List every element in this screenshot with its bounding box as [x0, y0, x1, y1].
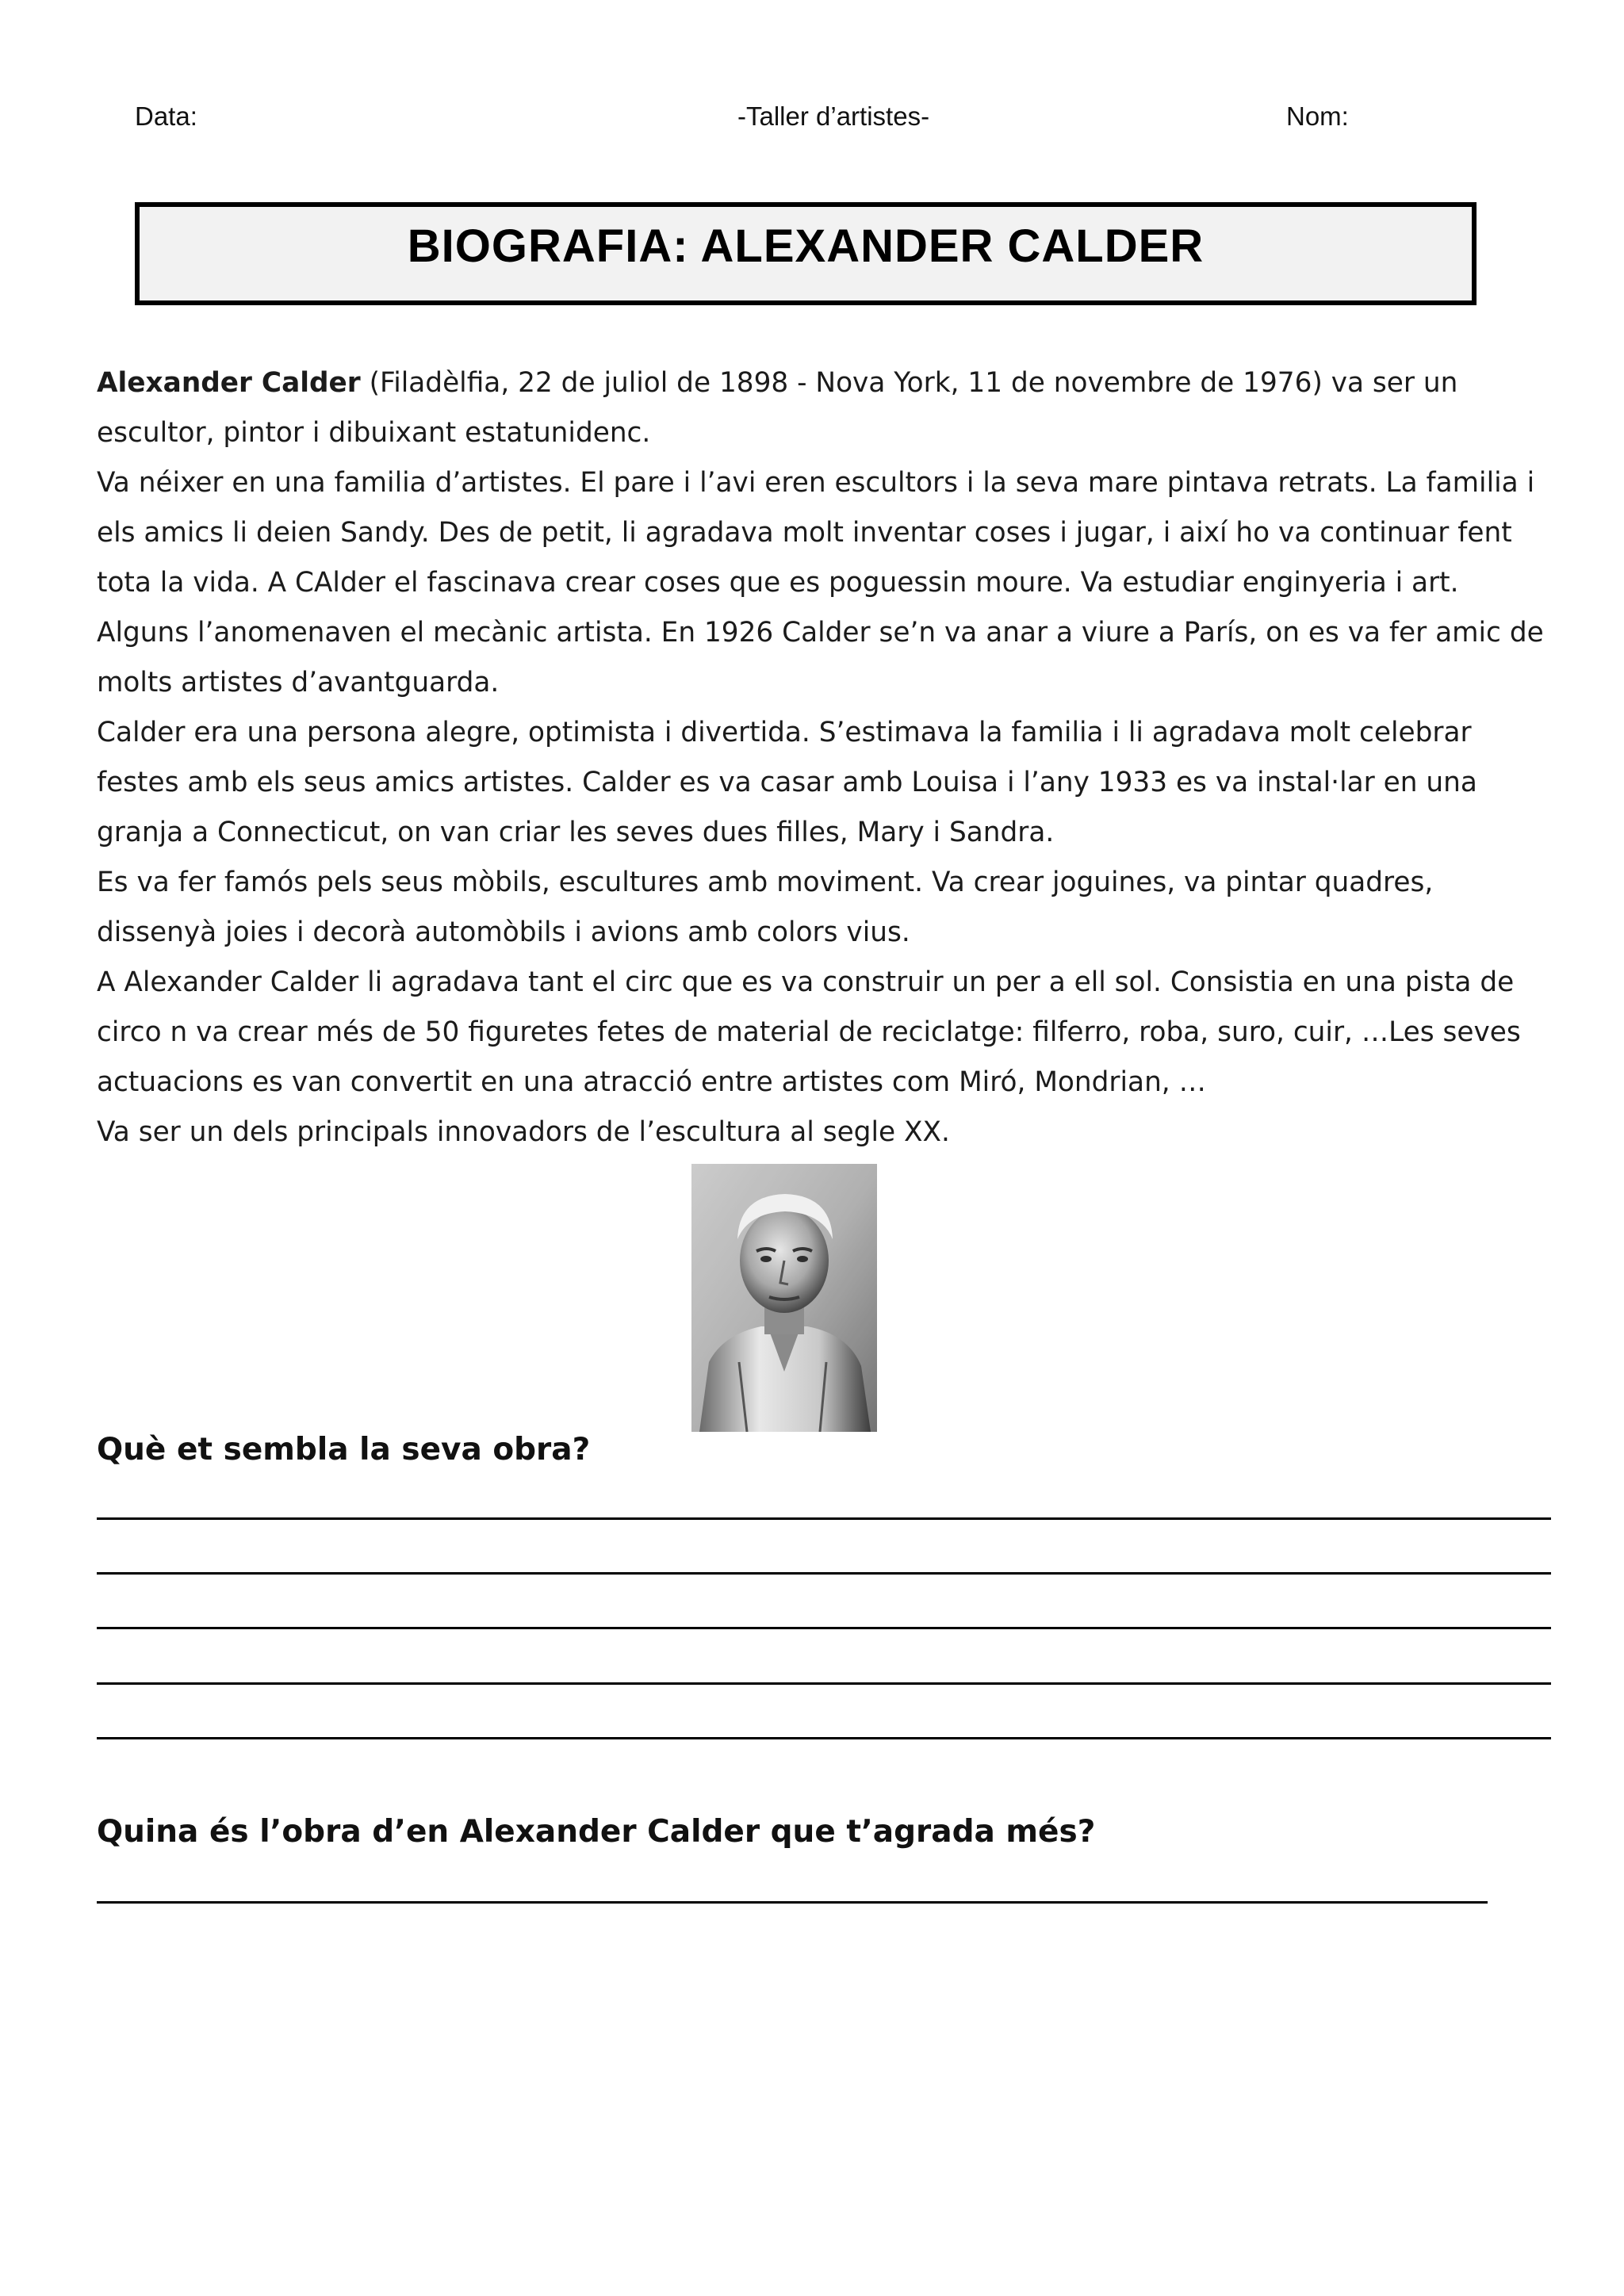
bio-paragraph: Es va fer famós pels seus mòbils, escultures amb moviment. Va crear joguines, va pintar quadres, dissenyà joies i decorà automòbils i avions amb colors vius. [97, 867, 1434, 948]
date-label: Data: [135, 101, 197, 131]
answer-line[interactable] [97, 1682, 1551, 1685]
bio-paragraph: Va ser un dels principals innovadors de l’escultura al segle XX. [97, 1116, 950, 1148]
page-title: BIOGRAFIA: ALEXANDER CALDER [407, 220, 1205, 272]
biography-text [97, 358, 1556, 1158]
artist-portrait [691, 1164, 877, 1432]
answer-line[interactable] [97, 1901, 1488, 1904]
bio-paragraph: Calder era una persona alegre, optimista i divertida. S’estimava la familia i li agradava molt celebrar festes amb els seus amics artistes. Calder es va casar amb Louisa i l’any 1933 es va instal·lar en una granja a Connecticut, on van criar les seves dues filles, Mary i Sandra. [97, 717, 1477, 848]
workshop-label: -Taller d’artistes- [737, 101, 930, 131]
answer-line[interactable] [97, 1627, 1551, 1629]
bio-paragraph: Va néixer en una familia d’artistes. El pare i l’avi eren escultors i la seva mare pintava retrats. La familia i els amics li deien Sandy. Des de petit, li agradava molt inventar coses i jugar, i així ho va continuar fent tota la vida. A CAlder el fascinava crear coses que es poguessin moure. Va estudiar enginyeria i art. Alguns l’anomenaven el mecànic artista. En 1926 Calder se’n va anar a viure a París, on es va fer amic de molts artistes d’avantguarda. [97, 467, 1544, 698]
bio-intro-paragraph [97, 358, 1556, 458]
answer-line[interactable] [97, 1737, 1551, 1739]
question-2: Quina és l’obra d’en Alexander Calder que t’agrada més? [97, 1814, 1096, 1850]
bio-intro: (Filadèlfia, 22 de juliol de 1898 - Nova York, 11 de novembre de 1976) va ser un escultor, pintor i dibuixant estatunidenc. [97, 367, 1458, 449]
artist-name: Alexander Calder [97, 367, 361, 399]
answer-line[interactable] [97, 1572, 1551, 1575]
name-label: Nom: [1286, 101, 1349, 131]
bio-paragraph: A Alexander Calder li agradava tant el circ que es va construir un per a ell sol. Consistia en una pista de circo n va crear més de 50 figuretes fetes de material de reciclatge: filferro, roba, suro, cuir, …Les seves actuacions es van convertit en una atracció entre artistes com Miró, Mondrian, … [97, 966, 1521, 1098]
question-1: Què et sembla la seva obra? [97, 1432, 591, 1468]
title-box [135, 202, 1477, 305]
answer-line[interactable] [97, 1517, 1551, 1520]
